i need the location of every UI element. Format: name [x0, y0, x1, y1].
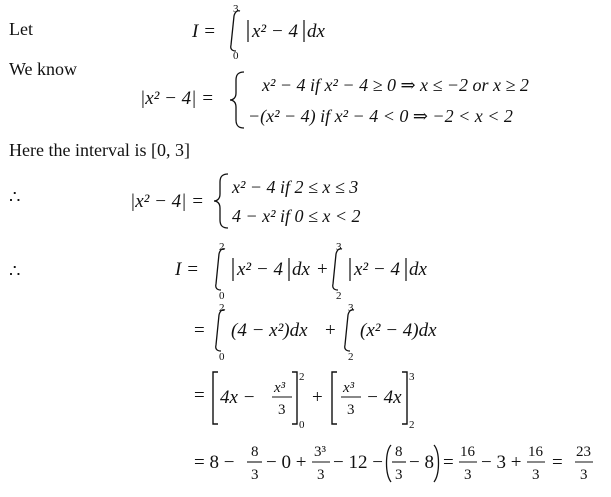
fraction-numerator: 8 [251, 444, 259, 460]
integral-sign [345, 310, 354, 351]
lower-limit: 0 [219, 351, 225, 363]
fraction-denominator: 3 [347, 402, 355, 418]
split-lhs: I = [175, 259, 199, 280]
therefore-symbol-2: ∴ [9, 261, 21, 281]
we-know-label: We know [9, 59, 78, 79]
differential: dx [292, 259, 310, 280]
equals-sign: = [194, 385, 205, 406]
fraction-denominator: 3 [317, 467, 325, 483]
differential: dx [307, 21, 325, 42]
bracket-upper-limit: 3 [409, 371, 415, 383]
interval-cases-brace [214, 174, 228, 228]
upper-limit: 3 [348, 302, 354, 314]
bracket-lower-limit: 2 [409, 419, 415, 431]
result-numerator: 23 [576, 444, 591, 460]
case-lower-interval: 4 − x² if 0 ≤ x < 2 [232, 206, 361, 226]
bracket-lower-limit: 0 [299, 419, 305, 431]
lower-limit: 0 [219, 290, 225, 302]
absolute-value-on-interval [130, 174, 361, 228]
integrand: x² − 4 [252, 21, 298, 42]
let-label: Let [9, 19, 33, 39]
fraction-denominator: 3 [278, 402, 286, 418]
definition-lhs: I = [192, 21, 216, 42]
equals-sign: = [443, 452, 454, 473]
lower-limit: 2 [336, 290, 342, 302]
fraction-numerator: 16 [528, 444, 543, 460]
integrand: x² − 4 [237, 259, 283, 280]
upper-limit: 3 [233, 3, 239, 15]
lower-limit: 0 [233, 50, 239, 62]
case-nonnegative: x² − 4 if x² − 4 ≥ 0 ⇒ x ≤ −2 or x ≥ 2 [262, 75, 529, 95]
fraction-numerator: 8 [395, 444, 403, 460]
fraction-numerator: x³ [343, 380, 355, 396]
integral-definition [191, 3, 326, 62]
bracket-upper-limit: 2 [299, 371, 305, 383]
differential: dx [409, 259, 427, 280]
equals-sign: = [552, 452, 563, 473]
therefore-symbol-1: ∴ [9, 187, 21, 207]
cases-brace [230, 72, 244, 128]
integrand: (x² − 4)dx [360, 320, 437, 341]
fraction-numerator: 16 [460, 444, 475, 460]
bracket-left [213, 372, 218, 424]
step-evaluation [194, 444, 593, 483]
abs-interval-lhs: |x² − 4| = [130, 191, 204, 212]
upper-limit: 2 [219, 302, 225, 314]
integral-sign [231, 11, 240, 51]
evaluation-term: − 0 + [266, 452, 307, 473]
paren-left [387, 445, 392, 482]
plus-sign: + [312, 387, 323, 408]
lower-limit: 2 [348, 351, 354, 363]
step-substitute-cases [194, 302, 437, 363]
absolute-value-definition [140, 72, 529, 128]
integral-sign [333, 249, 342, 290]
fraction-denominator: 3 [532, 467, 540, 483]
case-negative: −(x² − 4) if x² − 4 < 0 ⇒ −2 < x < 2 [248, 106, 513, 126]
bracket-lead-term: 4x − [220, 387, 256, 408]
split-integral [174, 241, 428, 302]
step-antiderivative [194, 371, 415, 431]
interval-statement: Here the interval is [0, 3] [9, 140, 190, 160]
evaluation-term: − 12 − [333, 452, 383, 473]
bracket-right [292, 372, 297, 424]
bracket-left [332, 372, 337, 424]
integral-sign [216, 249, 225, 290]
equals-sign: = [194, 320, 205, 341]
evaluation-lead: = 8 − [194, 452, 235, 473]
abs-def-lhs: |x² − 4| = [140, 88, 214, 109]
fraction-denominator: 3 [395, 467, 403, 483]
case-upper-interval: x² − 4 if 2 ≤ x ≤ 3 [232, 177, 359, 197]
result-denominator: 3 [580, 467, 588, 483]
integral-sign [216, 310, 225, 351]
upper-limit: 3 [336, 241, 342, 253]
paren-right [434, 445, 439, 482]
bracket-tail-term: − 4x [366, 387, 402, 408]
integrand: x² − 4 [354, 259, 400, 280]
integrand: (4 − x²)dx [231, 320, 308, 341]
bracket-right [402, 372, 407, 424]
fraction-numerator: x³ [274, 380, 286, 396]
fraction-denominator: 3 [251, 467, 259, 483]
plus-sign: + [325, 320, 336, 341]
evaluation-term: − 3 + [481, 452, 522, 473]
fraction-denominator: 3 [464, 467, 472, 483]
paren-tail-term: − 8 [409, 452, 434, 473]
fraction-numerator: 3³ [314, 444, 326, 460]
plus-sign: + [317, 259, 328, 280]
upper-limit: 2 [219, 241, 225, 253]
